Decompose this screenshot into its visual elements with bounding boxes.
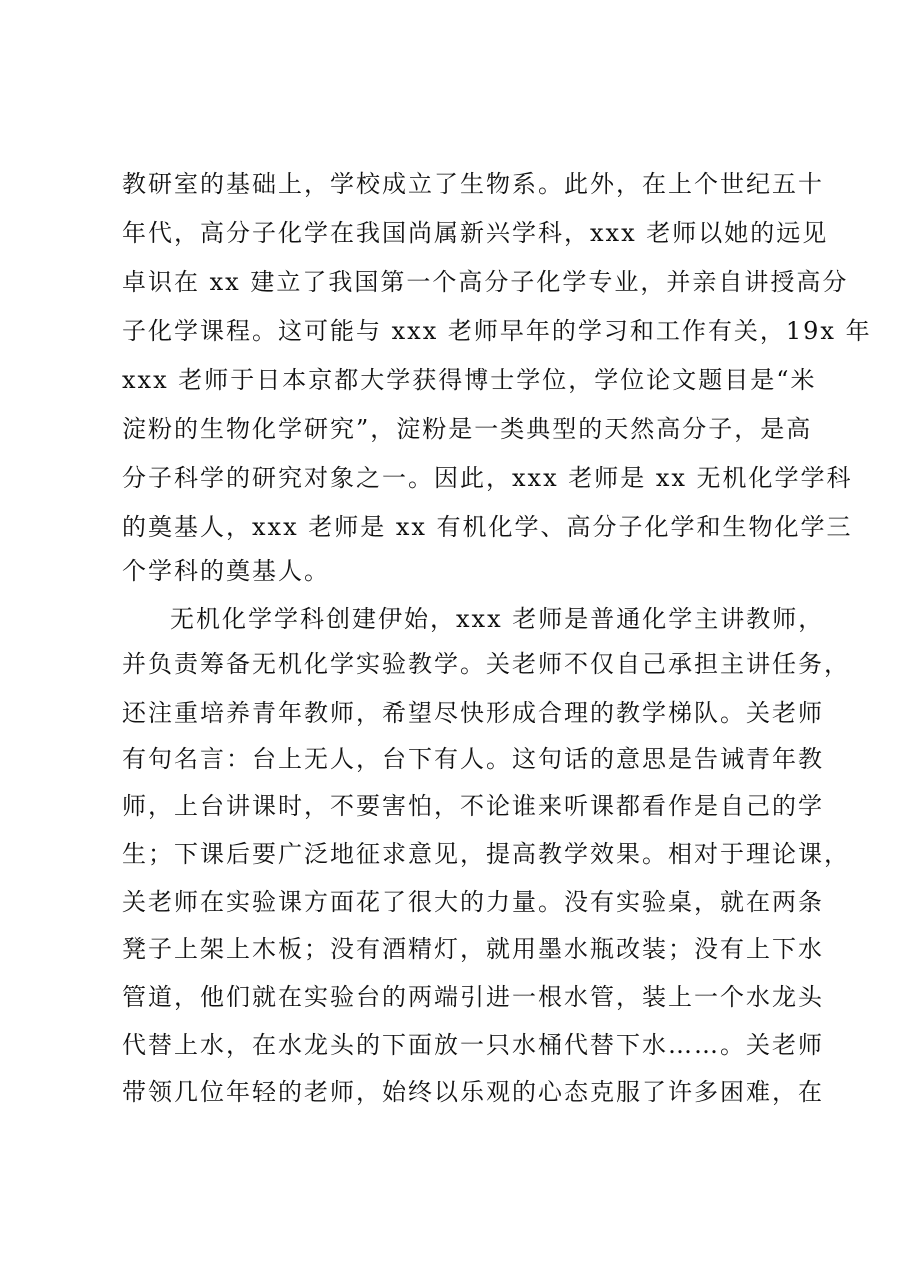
text-line: 淀粉的生物化学研究”，淀粉是一类典型的天然高分子，是高 (122, 415, 813, 443)
text-line: 关老师在实验课方面花了很大的力量。没有实验桌，就在两条 (122, 888, 824, 916)
text-line: 管道，他们就在实验台的两端引进一根水管，装上一个水龙头 (122, 983, 824, 1011)
text-line: 有句名言：台上无人，台下有人。这句话的意思是告诫青年教 (122, 745, 824, 773)
text-line: 带领几位年轻的老师，始终以乐观的心态克服了许多困难，在 (122, 1078, 824, 1106)
text-line: 师，上台讲课时，不要害怕，不论谁来听课都看作是自己的学 (122, 792, 824, 820)
text-line: 凳子上架上木板；没有酒精灯，就用墨水瓶改装；没有上下水 (122, 935, 824, 963)
text-line: 卓识在 xx 建立了我国第一个高分子化学专业，并亲自讲授高分 (122, 268, 849, 296)
text-line: 生；下课后要广泛地征求意见，提高教学效果。相对于理论课， (122, 840, 850, 868)
text-line: 代替上水，在水龙头的下面放一只水桶代替下水……。关老师 (122, 1031, 824, 1059)
text-line: 的奠基人，xxx 老师是 xx 有机化学、高分子化学和生物化学三 (122, 513, 853, 541)
text-line: xxx 老师于日本京都大学获得博士学位，学位论文题目是“米 (122, 366, 817, 394)
text-line: 并负责筹备无机化学实验教学。关老师不仅自己承担主讲任务， (122, 650, 850, 678)
text-line: 子化学课程。这可能与 xxx 老师早年的学习和工作有关，19x 年 (122, 317, 872, 345)
paragraph-first-line: 无机化学学科创建伊始，xxx 老师是普通化学主讲教师， (170, 605, 825, 633)
text-line: 分子科学的研究对象之一。因此，xxx 老师是 xx 无机化学学科 (122, 464, 853, 492)
text-line: 个学科的奠基人。 (122, 557, 330, 585)
text-line: 教研室的基础上，学校成立了生物系。此外，在上个世纪五十 (122, 170, 824, 198)
text-line: 还注重培养青年教师，希望尽快形成合理的教学梯队。关老师 (122, 699, 824, 727)
text-line: 年代，高分子化学在我国尚属新兴学科，xxx 老师以她的远见 (122, 219, 829, 247)
